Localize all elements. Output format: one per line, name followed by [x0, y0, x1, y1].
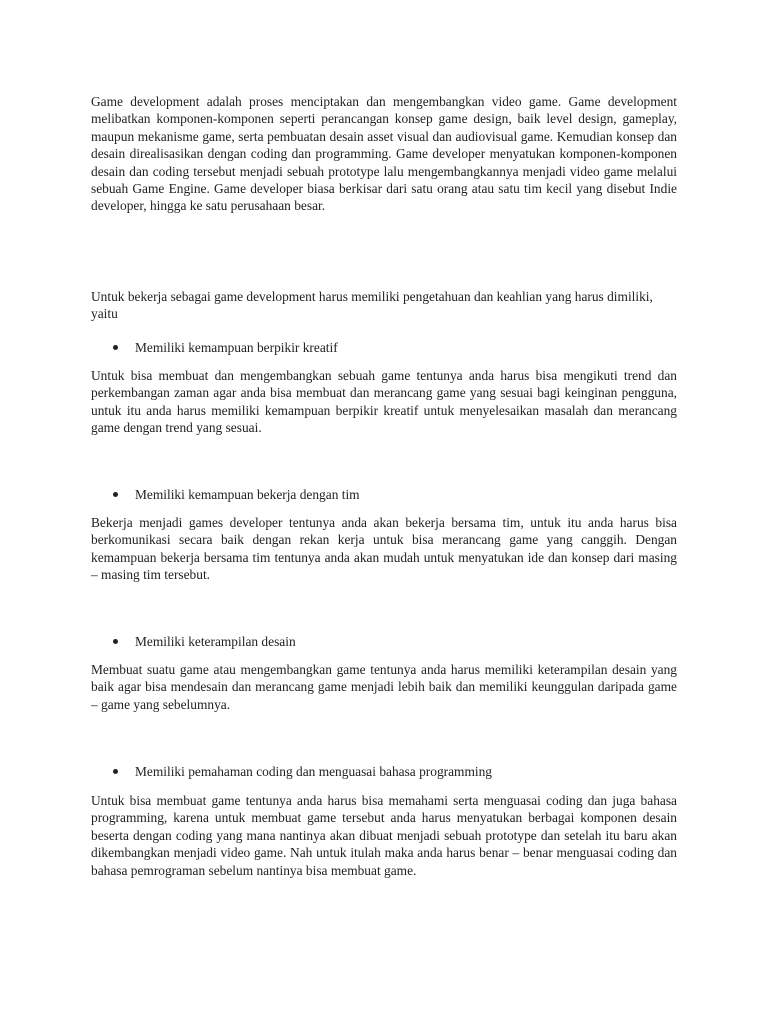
intro-paragraph: Game development adalah proses menciptakan dan mengembangkan video game. Game development melibatkan komponen-komponen seperti perancangan konsep game design, baik level design, gameplay, maupun mekanisme game, serta pembuatan desain asset visual dan audiovisual game. Kemudian konsep dan desain direalisasikan dengan coding dan programming. Game developer menyatukan komponen-komponen desain dan coding tersebut menjadi sebuah prototype lalu mengembangkannya menjadi video game melalui sebuah Game Engine. Game developer biasa berkisar dari satu orang atau satu tim kecil yang disebut Indie developer, hingga ke satu perusahaan besar.	[91, 94, 677, 214]
bullet-label: Memiliki keterampilan desain	[135, 634, 296, 649]
requirements-intro: Untuk bekerja sebagai game development harus memiliki pengetahuan dan keahlian yang harus dimiliki, yaitu	[91, 289, 653, 322]
bullet-icon	[113, 769, 118, 774]
list-item	[113, 486, 673, 503]
section-paragraph: Membuat suatu game atau mengembangkan game tentunya anda harus memiliki keterampilan desain yang baik agar bisa mendesain dan merancang game menjadi lebih baik dan memiliki keunggulan daripada game – game yang sebelumnya.	[91, 662, 677, 712]
list-item	[113, 633, 673, 650]
bullet-label: Memiliki pemahaman coding dan menguasai bahasa programming	[135, 764, 492, 779]
section-paragraph: Untuk bisa membuat game tentunya anda harus bisa memahami serta menguasai coding dan juga bahasa programming, karena untuk membuat game tersebut anda harus menyatukan berbagai komponen desain beserta dengan coding yang mana nantinya akan dibuat menjadi sebuah prototype dan setelah itu baru akan dikembangkan menjadi video game. Nah untuk itulah maka anda harus benar – benar menguasai coding dan bahasa pemrograman sebelum nantinya bisa membuat game.	[91, 793, 677, 878]
section-paragraph: Bekerja menjadi games developer tentunya anda akan bekerja bersama tim, untuk itu anda harus bisa berkomunikasi secara baik dengan rekan kerja untuk bisa merancang game yang canggih. Dengan kemampuan bekerja bersama tim tentunya anda akan mudah untuk menyatukan ide dan konsep dari masing – masing tim tersebut.	[91, 515, 677, 583]
bullet-icon	[113, 492, 118, 497]
bullet-icon	[113, 639, 118, 644]
bullet-icon	[113, 345, 118, 350]
list-item	[113, 763, 673, 780]
section-paragraph: Untuk bisa membuat dan mengembangkan sebuah game tentunya anda harus bisa mengikuti trend dan perkembangan zaman agar anda bisa membuat dan merancang game yang sesuai bagi keinginan pengguna, untuk itu anda harus memiliki kemampuan berpikir kreatif untuk menyelesaikan masalah dan merancang game dengan trend yang sesuai.	[91, 368, 677, 436]
list-item	[113, 339, 673, 356]
bullet-label: Memiliki kemampuan bekerja dengan tim	[135, 487, 360, 502]
bullet-label: Memiliki kemampuan berpikir kreatif	[135, 340, 338, 355]
